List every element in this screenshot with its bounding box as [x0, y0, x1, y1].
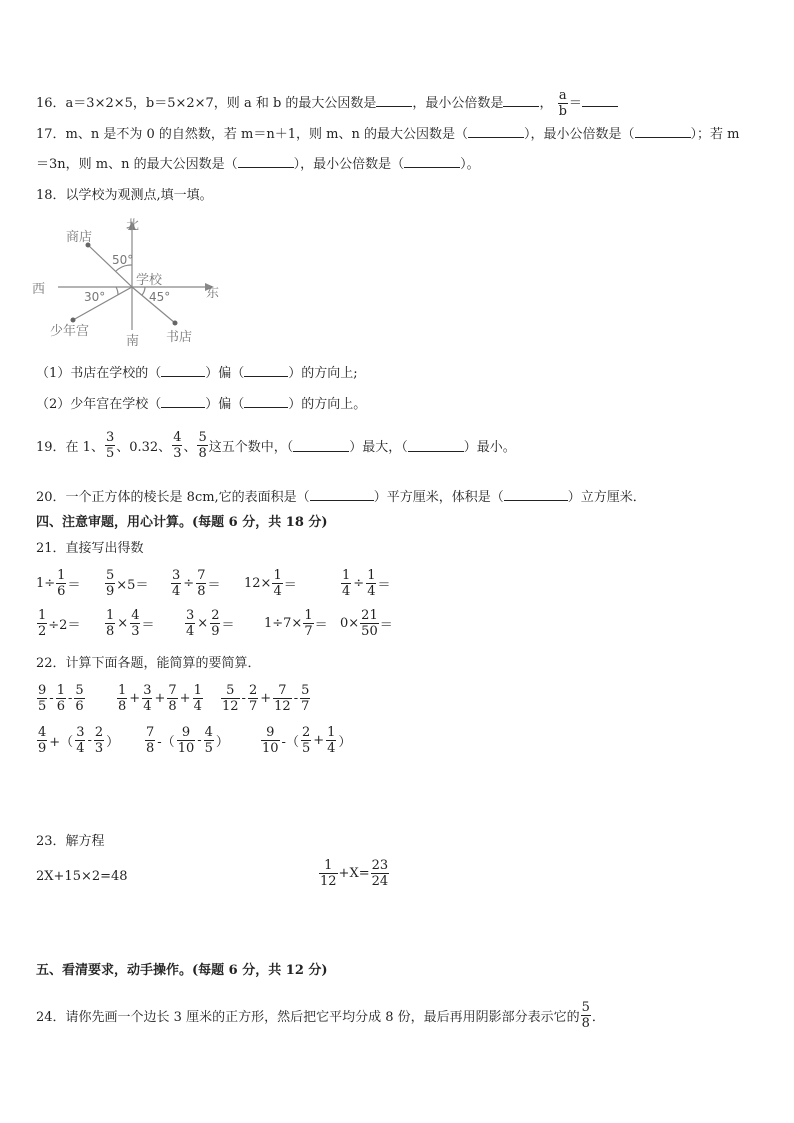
q22-e5: $\frac{7}{8}$ -（ $\frac{9}{10}$ - $\frac{4}{5}$ ）: [146, 725, 229, 756]
q21-r1-e3: $\frac{3}{4}$ ÷ $\frac{7}{8}$ ＝: [172, 568, 221, 599]
q21-r2-e4: 1÷7× $\frac{1}{7}$ ＝: [264, 608, 328, 639]
q18-sub2: （2）少年宫在学校（ ）偏（ ）的方向上。: [36, 397, 367, 412]
angle-arc-45: [142, 287, 145, 295]
label-school: 学校: [136, 273, 163, 288]
label-shop: 商店: [66, 230, 93, 245]
q18-blank-1[interactable]: [161, 364, 205, 377]
q16-blank-ratio[interactable]: [582, 94, 618, 107]
label-bookstore: 书店: [166, 330, 193, 345]
label-youth-palace: 少年宫: [50, 324, 90, 339]
q22-e6: $\frac{9}{10}$ -（ $\frac{2}{5}$ + $\frac{1}{4}$ ）: [262, 725, 352, 756]
label-angle-45: 45°: [149, 290, 171, 304]
q21-r1-e1: 1÷ $\frac{1}{6}$ ＝: [36, 568, 81, 599]
q23-title: 23．解方程: [36, 834, 105, 849]
q21-r1-e5: $\frac{1}{4}$ ÷ $\frac{1}{4}$ ＝: [342, 568, 391, 599]
q20-blank-volume[interactable]: [504, 488, 568, 501]
q17-blank-4[interactable]: [404, 155, 460, 168]
q22-e1: $\frac{9}{5}$ - $\frac{1}{6}$ - $\frac{5}{6}$: [38, 683, 84, 714]
q16-blank-gcd[interactable]: [376, 94, 412, 107]
q21-r2-e1: $\frac{1}{2}$ ÷2＝: [38, 608, 81, 639]
q18-sub1: （1）书店在学校的（ ）偏（ ）的方向上;: [36, 366, 358, 381]
q18-blank-4[interactable]: [244, 395, 288, 408]
q23-eq2: $\frac{1}{12}$ +X= $\frac{23}{24}$: [320, 858, 389, 889]
q18-blank-2[interactable]: [244, 364, 288, 377]
q21-title: 21．直接写出得数: [36, 541, 144, 556]
youth-palace-point: [71, 318, 76, 323]
label-south: 南: [126, 334, 140, 349]
q19-blank-max[interactable]: [293, 439, 349, 452]
q20: 20．一个正方体的棱长是 8cm,它的表面积是（ ）平方厘米，体积是（ ）立方厘米．: [36, 490, 646, 505]
q17-line2: ＝3n，则 m、n 的最大公因数是（ ），最小公倍数是（ ）。: [36, 157, 480, 172]
q23-eq1: 2X+15×2=48: [36, 869, 128, 884]
q16: 16．a＝3×2×5，b＝5×2×7，则 a 和 b 的最大公因数是 ，最小公倍数是 ， $\frac{a}{b}$ ＝: [36, 88, 618, 119]
q22-title: 22．计算下面各题，能简算的要简算．: [36, 656, 261, 671]
q18-blank-3[interactable]: [161, 395, 205, 408]
q21-r2-e3: $\frac{3}{4}$ × $\frac{2}{9}$ ＝: [186, 608, 235, 639]
q17-blank-3[interactable]: [238, 155, 294, 168]
label-east: 东: [206, 286, 220, 301]
q16-blank-lcm[interactable]: [503, 94, 539, 107]
angle-arc-30: [116, 287, 118, 295]
q16-fraction: $\frac{a}{b}$: [558, 88, 567, 119]
q21-r2-e2: $\frac{1}{8}$ × $\frac{4}{3}$ ＝: [106, 608, 155, 639]
q19-blank-min[interactable]: [408, 439, 464, 452]
bookstore-point: [173, 321, 178, 326]
q17-blank-2[interactable]: [635, 125, 691, 138]
q18-title: 18．以学校为观测点,填一填。: [36, 188, 213, 203]
label-north: 北: [126, 218, 140, 233]
label-angle-50: 50°: [112, 253, 134, 267]
q17-blank-1[interactable]: [468, 125, 524, 138]
section-5-heading: 五、看清要求，动手操作。(每题 6 分，共 12 分): [36, 963, 328, 978]
q21-r2-e5: 0× $\frac{21}{50}$ ＝: [340, 608, 393, 639]
section-4-heading: 四、注意审题，用心计算。(每题 6 分，共 18 分): [36, 515, 328, 530]
q22-e2: $\frac{1}{8}$ + $\frac{3}{4}$ + $\frac{7}{8}$ + $\frac{1}{4}$: [118, 683, 202, 714]
label-west: 西: [32, 282, 46, 297]
q17-line1: 17．m、n 是不为 0 的自然数，若 m＝n＋1，则 m、n 的最大公因数是（ ），最小公倍数是（ ）；若 m: [36, 127, 740, 142]
q19: 19．在 1、 $\frac{3}{5}$ 、0.32、 $\frac{4}{3}$ 、 $\frac{5}{8}$ 这五个数中，（ ）最大，（ ）最小。: [36, 430, 516, 461]
compass-diagram: [30, 215, 230, 350]
q21-r1-e2: $\frac{5}{9}$ ×5＝: [106, 568, 149, 599]
q22-e3: $\frac{5}{12}$ - $\frac{2}{7}$ + $\frac{7}{12}$ - $\frac{5}{7}$: [222, 683, 310, 714]
q20-blank-area[interactable]: [310, 488, 374, 501]
q22-e4: $\frac{4}{9}$ +（ $\frac{3}{4}$ - $\frac{2}{3}$ ）: [38, 725, 120, 756]
q21-r1-e4: 12× $\frac{1}{4}$ ＝: [244, 568, 297, 599]
label-angle-30: 30°: [84, 290, 106, 304]
q24: 24．请你先画一个边长 3 厘米的正方形，然后把它平均分成 8 份，最后再用阴影部分表示它的 $\frac{5}{8}$ ．: [36, 1000, 605, 1031]
